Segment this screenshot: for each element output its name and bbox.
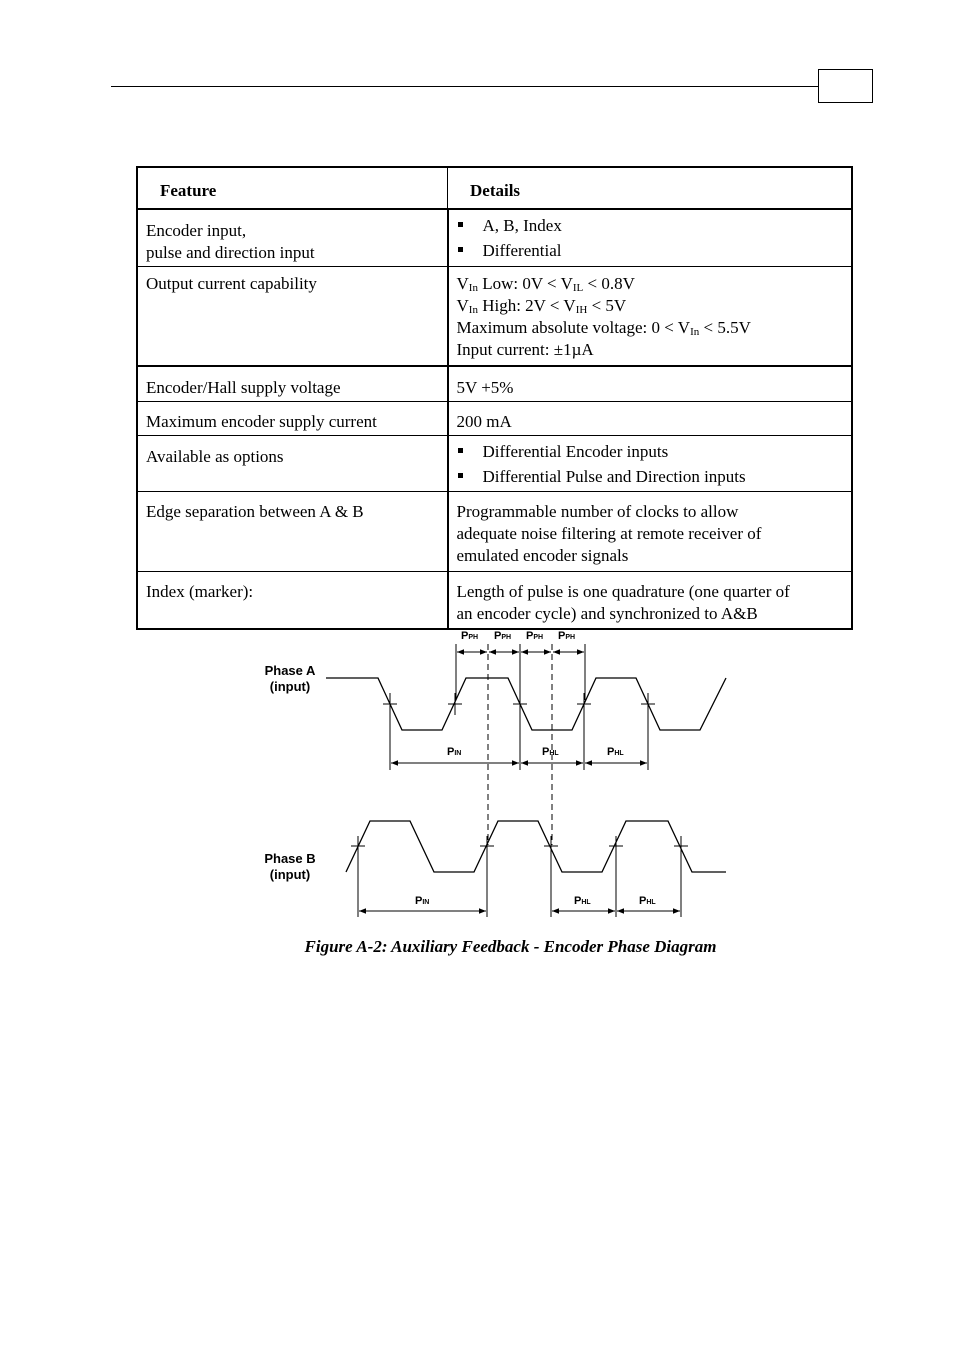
pph-label: PPH (526, 630, 544, 642)
phase-b-period-dimensions (358, 858, 681, 917)
phase-b-waveform (346, 821, 726, 872)
details-cell: 5V +5% (448, 366, 853, 402)
list-item: Differential Encoder inputs (457, 439, 844, 464)
pph-label: PPH (558, 630, 576, 642)
phase-b-edge-ticks (351, 836, 688, 858)
phase-a-period-dimensions (390, 715, 648, 770)
phase-a-label: Phase A (264, 663, 316, 678)
phase-a-edge-ticks (383, 693, 655, 715)
list-item: Differential Pulse and Direction inputs (457, 464, 844, 489)
header-feature: Feature (137, 167, 448, 209)
pph-label: PPH (494, 630, 512, 642)
feature-cell: Edge separation between A & B (137, 492, 448, 572)
phl-label: PHL (639, 895, 656, 907)
spec-line: Input current: ±1µA (456, 340, 594, 359)
feature-line: Encoder input, (146, 221, 247, 240)
header-details: Details (448, 167, 853, 209)
spec-line: $V_{In}$ High: $2V < V_{IH} < 5V$ (456, 296, 627, 316)
feature-cell: Maximum encoder supply current (137, 402, 448, 436)
details-cell: 200 mA (448, 402, 853, 436)
pph-label: PPH (461, 630, 479, 642)
pin-label: PIN (447, 746, 462, 758)
pin-label: PIN (415, 895, 430, 907)
phase-b-sublabel: (input) (269, 867, 311, 882)
feature-cell: Index (marker): (137, 572, 448, 630)
phl-label: PHL (574, 895, 591, 907)
details-line: adequate noise filtering at remote receiver of (456, 524, 762, 543)
feature-line: pulse and direction input (146, 243, 315, 262)
figure-caption: Figure A-2: Auxiliary Feedback - Encoder Phase Diagram (304, 937, 717, 956)
phl-label: PHL (607, 746, 624, 758)
phase-b-label: Phase B (264, 851, 316, 866)
spec-line: $V_{In}$ Low: $0V < V_{IL} < 0.8V$ (456, 274, 635, 294)
feature-cell: Available as options (137, 436, 448, 492)
phl-label: PHL (542, 746, 559, 758)
pph-dimensions (456, 644, 585, 700)
details-line: emulated encoder signals (456, 546, 629, 565)
phase-a-sublabel: (input) (269, 679, 311, 694)
feature-cell: Encoder/Hall supply voltage (137, 366, 448, 402)
list-item: A, B, Index (457, 213, 844, 238)
spec-line: Maximum absolute voltage: $0 < V_{In} < 5.5V$ (456, 318, 751, 338)
feature-cell: Output current capability (137, 267, 448, 367)
details-line: Length of pulse is one quadrature (one quarter of (456, 582, 790, 601)
details-line: Programmable number of clocks to allow (456, 502, 739, 521)
details-line: an encoder cycle) and synchronized to A&B (456, 604, 758, 623)
list-item: Differential (457, 238, 844, 263)
